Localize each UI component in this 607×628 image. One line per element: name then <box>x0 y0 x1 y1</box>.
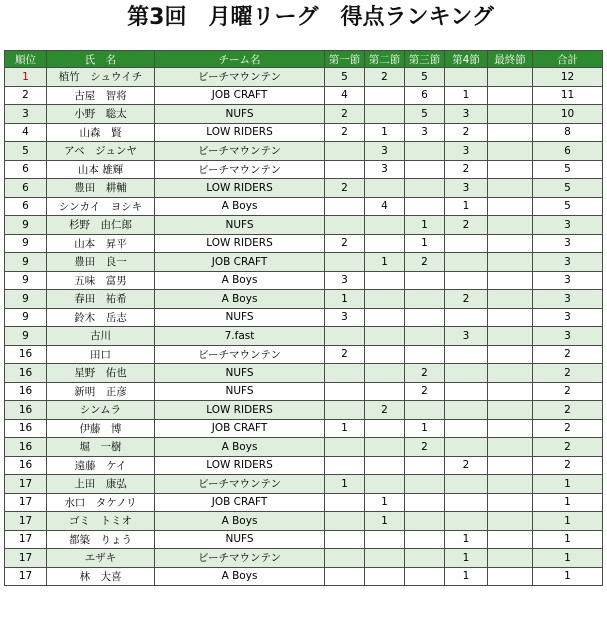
cell-section-2 <box>365 327 405 346</box>
cell-section-2 <box>365 308 405 327</box>
cell-section-4 <box>445 253 488 272</box>
cell-name: 五味 富男 <box>47 271 155 290</box>
cell-team: A Boys <box>155 271 325 290</box>
cell-section-1 <box>325 253 365 272</box>
cell-section-1: 3 <box>325 271 365 290</box>
cell-final-section <box>488 364 533 383</box>
cell-team: A Boys <box>155 197 325 216</box>
cell-name: 鈴木 岳志 <box>47 308 155 327</box>
cell-section-2 <box>365 105 405 124</box>
cell-section-4: 2 <box>445 456 488 475</box>
cell-total: 1 <box>533 549 603 568</box>
cell-final-section <box>488 142 533 161</box>
cell-rank: 2 <box>5 86 47 105</box>
table-row <box>5 567 603 586</box>
cell-total: 1 <box>533 475 603 494</box>
cell-section-4: 2 <box>445 123 488 142</box>
cell-team: LOW RIDERS <box>155 401 325 420</box>
table-row <box>5 364 603 383</box>
cell-total: 1 <box>533 512 603 531</box>
cell-final-section <box>488 567 533 586</box>
cell-section-1: 4 <box>325 86 365 105</box>
cell-final-section <box>488 438 533 457</box>
cell-section-4 <box>445 364 488 383</box>
cell-section-4 <box>445 493 488 512</box>
cell-section-2: 2 <box>365 401 405 420</box>
cell-section-2 <box>365 530 405 549</box>
cell-section-1: 2 <box>325 179 365 198</box>
cell-section-1: 2 <box>325 105 365 124</box>
cell-final-section <box>488 401 533 420</box>
cell-section-1 <box>325 216 365 235</box>
cell-rank: 9 <box>5 327 47 346</box>
cell-section-2 <box>365 179 405 198</box>
cell-team: ビーチマウンテン <box>155 160 325 179</box>
cell-name: 山本 雄輝 <box>47 160 155 179</box>
cell-team: LOW RIDERS <box>155 234 325 253</box>
cell-total: 3 <box>533 327 603 346</box>
cell-section-4: 3 <box>445 105 488 124</box>
table-row <box>5 253 603 272</box>
cell-section-2: 1 <box>365 493 405 512</box>
cell-rank: 6 <box>5 160 47 179</box>
table-row <box>5 530 603 549</box>
cell-section-4: 3 <box>445 179 488 198</box>
cell-section-2 <box>365 475 405 494</box>
cell-rank: 4 <box>5 123 47 142</box>
cell-final-section <box>488 86 533 105</box>
cell-section-2 <box>365 438 405 457</box>
cell-section-4: 1 <box>445 86 488 105</box>
table-row <box>5 382 603 401</box>
cell-section-2: 1 <box>365 253 405 272</box>
cell-section-4 <box>445 475 488 494</box>
cell-section-2 <box>365 86 405 105</box>
cell-team: LOW RIDERS <box>155 179 325 198</box>
cell-name: 都築 りょう <box>47 530 155 549</box>
cell-section-4: 2 <box>445 290 488 309</box>
header-section-1: 第一節 <box>325 51 365 68</box>
cell-final-section <box>488 179 533 198</box>
cell-section-3: 5 <box>405 68 445 87</box>
cell-total: 2 <box>533 438 603 457</box>
cell-section-4: 3 <box>445 327 488 346</box>
cell-final-section <box>488 105 533 124</box>
cell-rank: 17 <box>5 512 47 531</box>
cell-section-4 <box>445 382 488 401</box>
cell-team: A Boys <box>155 512 325 531</box>
cell-section-4: 3 <box>445 142 488 161</box>
cell-name: エザキ <box>47 549 155 568</box>
cell-name: 堀 一樹 <box>47 438 155 457</box>
table-row <box>5 475 603 494</box>
cell-team: NUFS <box>155 308 325 327</box>
header-team: チーム名 <box>155 51 325 68</box>
cell-rank: 5 <box>5 142 47 161</box>
ranking-rows <box>5 68 603 586</box>
cell-name: 植竹 シュウイチ <box>47 68 155 87</box>
cell-section-4: 2 <box>445 216 488 235</box>
cell-rank: 17 <box>5 567 47 586</box>
cell-section-2 <box>365 419 405 438</box>
cell-total: 3 <box>533 253 603 272</box>
cell-section-1: 2 <box>325 234 365 253</box>
cell-name: 伊藤 博 <box>47 419 155 438</box>
cell-rank: 17 <box>5 530 47 549</box>
cell-total: 2 <box>533 419 603 438</box>
cell-team: ビーチマウンテン <box>155 68 325 87</box>
cell-section-1: 2 <box>325 123 365 142</box>
table-row <box>5 327 603 346</box>
cell-section-4 <box>445 68 488 87</box>
cell-name: アベ ジュンヤ <box>47 142 155 161</box>
cell-total: 1 <box>533 530 603 549</box>
cell-team: ビーチマウンテン <box>155 345 325 364</box>
cell-name: 豊田 耕輔 <box>47 179 155 198</box>
cell-section-3 <box>405 160 445 179</box>
cell-section-2 <box>365 567 405 586</box>
table-row <box>5 179 603 198</box>
table-row <box>5 549 603 568</box>
cell-name: 古川 <box>47 327 155 346</box>
cell-name: 上田 康弘 <box>47 475 155 494</box>
cell-section-1 <box>325 456 365 475</box>
cell-final-section <box>488 512 533 531</box>
cell-total: 3 <box>533 216 603 235</box>
cell-rank: 9 <box>5 308 47 327</box>
cell-section-1 <box>325 382 365 401</box>
cell-section-3: 3 <box>405 123 445 142</box>
table-row <box>5 401 603 420</box>
cell-section-4 <box>445 234 488 253</box>
cell-team: JOB CRAFT <box>155 253 325 272</box>
cell-team: NUFS <box>155 364 325 383</box>
table-row <box>5 512 603 531</box>
header-row <box>5 51 603 68</box>
cell-section-3: 2 <box>405 438 445 457</box>
table-row <box>5 160 603 179</box>
cell-section-4: 1 <box>445 197 488 216</box>
cell-final-section <box>488 234 533 253</box>
cell-name: 新明 正彦 <box>47 382 155 401</box>
cell-final-section <box>488 382 533 401</box>
cell-final-section <box>488 253 533 272</box>
cell-rank: 9 <box>5 290 47 309</box>
cell-name: 水口 タケノリ <box>47 493 155 512</box>
cell-section-3 <box>405 142 445 161</box>
header-final-section: 最終節 <box>488 51 533 68</box>
cell-final-section <box>488 456 533 475</box>
cell-section-4 <box>445 345 488 364</box>
cell-total: 10 <box>533 105 603 124</box>
cell-section-1 <box>325 512 365 531</box>
cell-section-4 <box>445 401 488 420</box>
table-row <box>5 197 603 216</box>
cell-total: 2 <box>533 345 603 364</box>
cell-name: 山森 賢 <box>47 123 155 142</box>
cell-team: ビーチマウンテン <box>155 549 325 568</box>
cell-rank: 16 <box>5 456 47 475</box>
header-section-4: 第4節 <box>445 51 488 68</box>
cell-rank: 6 <box>5 197 47 216</box>
table-row <box>5 456 603 475</box>
cell-section-1 <box>325 364 365 383</box>
header-section-3: 第三節 <box>405 51 445 68</box>
cell-total: 1 <box>533 567 603 586</box>
table-row <box>5 68 603 87</box>
cell-team: LOW RIDERS <box>155 456 325 475</box>
cell-final-section <box>488 493 533 512</box>
cell-section-2 <box>365 234 405 253</box>
table-row <box>5 345 603 364</box>
cell-total: 5 <box>533 160 603 179</box>
cell-team: A Boys <box>155 290 325 309</box>
cell-section-4 <box>445 512 488 531</box>
cell-team: 7.fast <box>155 327 325 346</box>
cell-team: JOB CRAFT <box>155 419 325 438</box>
cell-section-3: 1 <box>405 216 445 235</box>
cell-total: 2 <box>533 382 603 401</box>
cell-section-3 <box>405 290 445 309</box>
cell-total: 2 <box>533 364 603 383</box>
table-row <box>5 438 603 457</box>
cell-total: 3 <box>533 271 603 290</box>
cell-total: 11 <box>533 86 603 105</box>
cell-section-3 <box>405 512 445 531</box>
cell-name: ゴミ トミオ <box>47 512 155 531</box>
cell-total: 5 <box>533 179 603 198</box>
cell-section-2 <box>365 382 405 401</box>
cell-team: A Boys <box>155 567 325 586</box>
cell-name: 林 大喜 <box>47 567 155 586</box>
cell-total: 12 <box>533 68 603 87</box>
cell-section-3 <box>405 401 445 420</box>
cell-section-2: 3 <box>365 160 405 179</box>
cell-section-4 <box>445 308 488 327</box>
cell-section-3 <box>405 345 445 364</box>
cell-total: 8 <box>533 123 603 142</box>
cell-name: 山本 昇平 <box>47 234 155 253</box>
table-row <box>5 271 603 290</box>
cell-team: JOB CRAFT <box>155 493 325 512</box>
cell-team: NUFS <box>155 382 325 401</box>
cell-rank: 16 <box>5 382 47 401</box>
cell-section-2: 1 <box>365 123 405 142</box>
cell-section-4: 1 <box>445 567 488 586</box>
table-row <box>5 234 603 253</box>
cell-total: 6 <box>533 142 603 161</box>
cell-section-4 <box>445 438 488 457</box>
cell-team: NUFS <box>155 216 325 235</box>
cell-section-4 <box>445 271 488 290</box>
cell-team: ビーチマウンテン <box>155 475 325 494</box>
cell-section-3 <box>405 530 445 549</box>
cell-final-section <box>488 475 533 494</box>
cell-rank: 17 <box>5 475 47 494</box>
cell-section-3 <box>405 197 445 216</box>
cell-rank: 1 <box>5 68 47 87</box>
cell-section-1 <box>325 197 365 216</box>
table-row <box>5 419 603 438</box>
cell-final-section <box>488 271 533 290</box>
cell-rank: 17 <box>5 549 47 568</box>
cell-section-4: 2 <box>445 160 488 179</box>
cell-section-2 <box>365 345 405 364</box>
cell-section-1 <box>325 438 365 457</box>
cell-section-1: 1 <box>325 419 365 438</box>
cell-section-3: 2 <box>405 382 445 401</box>
table-row <box>5 123 603 142</box>
cell-final-section <box>488 68 533 87</box>
header-total: 合計 <box>533 51 603 68</box>
cell-section-3: 6 <box>405 86 445 105</box>
cell-section-1 <box>325 142 365 161</box>
cell-total: 2 <box>533 401 603 420</box>
cell-final-section <box>488 160 533 179</box>
ranking-table <box>4 50 603 586</box>
cell-section-3 <box>405 493 445 512</box>
cell-name: 星野 佑也 <box>47 364 155 383</box>
cell-final-section <box>488 308 533 327</box>
cell-section-1 <box>325 493 365 512</box>
cell-section-1 <box>325 327 365 346</box>
cell-section-1 <box>325 401 365 420</box>
cell-team: A Boys <box>155 438 325 457</box>
cell-section-3: 1 <box>405 234 445 253</box>
table-row <box>5 86 603 105</box>
cell-final-section <box>488 530 533 549</box>
cell-rank: 9 <box>5 271 47 290</box>
cell-team: NUFS <box>155 530 325 549</box>
cell-section-3: 5 <box>405 105 445 124</box>
cell-section-3 <box>405 567 445 586</box>
cell-section-2: 2 <box>365 68 405 87</box>
cell-section-1 <box>325 160 365 179</box>
cell-rank: 9 <box>5 216 47 235</box>
cell-name: 春田 祐希 <box>47 290 155 309</box>
cell-section-2 <box>365 271 405 290</box>
cell-section-4 <box>445 419 488 438</box>
cell-rank: 16 <box>5 364 47 383</box>
table-row <box>5 308 603 327</box>
cell-final-section <box>488 123 533 142</box>
cell-section-3 <box>405 549 445 568</box>
cell-rank: 16 <box>5 401 47 420</box>
cell-section-2 <box>365 290 405 309</box>
cell-section-2: 1 <box>365 512 405 531</box>
cell-final-section <box>488 549 533 568</box>
cell-team: JOB CRAFT <box>155 86 325 105</box>
cell-rank: 16 <box>5 438 47 457</box>
table-row <box>5 493 603 512</box>
cell-section-3 <box>405 179 445 198</box>
cell-section-1: 1 <box>325 475 365 494</box>
cell-total: 2 <box>533 456 603 475</box>
cell-name: 古屋 智将 <box>47 86 155 105</box>
cell-total: 3 <box>533 234 603 253</box>
cell-name: 杉野 由仁郎 <box>47 216 155 235</box>
cell-section-1: 1 <box>325 290 365 309</box>
cell-name: シンカイ ヨシキ <box>47 197 155 216</box>
page-title: 第3回 月曜リーグ 得点ランキング <box>127 5 494 30</box>
cell-total: 3 <box>533 290 603 309</box>
header-name: 氏 名 <box>47 51 155 68</box>
cell-section-1: 3 <box>325 308 365 327</box>
cell-name: 遠藤 ケイ <box>47 456 155 475</box>
cell-section-2 <box>365 549 405 568</box>
cell-section-3: 1 <box>405 419 445 438</box>
cell-final-section <box>488 345 533 364</box>
header-section-2: 第二節 <box>365 51 405 68</box>
cell-rank: 3 <box>5 105 47 124</box>
cell-section-3 <box>405 327 445 346</box>
cell-rank: 9 <box>5 253 47 272</box>
cell-name: 小野 聡太 <box>47 105 155 124</box>
cell-total: 5 <box>533 197 603 216</box>
table-row <box>5 290 603 309</box>
cell-section-3: 2 <box>405 253 445 272</box>
cell-rank: 16 <box>5 419 47 438</box>
cell-section-2: 4 <box>365 197 405 216</box>
cell-name: シンムラ <box>47 401 155 420</box>
cell-section-1 <box>325 567 365 586</box>
cell-section-1: 2 <box>325 345 365 364</box>
cell-section-3 <box>405 308 445 327</box>
cell-team: ビーチマウンテン <box>155 142 325 161</box>
cell-section-3 <box>405 475 445 494</box>
cell-final-section <box>488 419 533 438</box>
cell-rank: 17 <box>5 493 47 512</box>
cell-rank: 16 <box>5 345 47 364</box>
cell-section-1: 5 <box>325 68 365 87</box>
cell-section-1 <box>325 549 365 568</box>
header-rank: 順位 <box>5 51 47 68</box>
cell-section-4: 1 <box>445 530 488 549</box>
cell-name: 田口 <box>47 345 155 364</box>
cell-section-3 <box>405 271 445 290</box>
table-row <box>5 142 603 161</box>
table-row <box>5 216 603 235</box>
cell-final-section <box>488 197 533 216</box>
cell-section-1 <box>325 530 365 549</box>
cell-final-section <box>488 327 533 346</box>
cell-final-section <box>488 216 533 235</box>
cell-name: 豊田 良一 <box>47 253 155 272</box>
cell-section-3 <box>405 456 445 475</box>
cell-total: 3 <box>533 308 603 327</box>
cell-section-2 <box>365 456 405 475</box>
cell-section-4: 1 <box>445 549 488 568</box>
cell-section-2 <box>365 364 405 383</box>
cell-final-section <box>488 290 533 309</box>
table-row <box>5 105 603 124</box>
cell-section-2: 3 <box>365 142 405 161</box>
cell-rank: 9 <box>5 234 47 253</box>
cell-section-2 <box>365 216 405 235</box>
cell-section-3: 2 <box>405 364 445 383</box>
cell-total: 1 <box>533 493 603 512</box>
cell-rank: 6 <box>5 179 47 198</box>
cell-team: NUFS <box>155 105 325 124</box>
cell-team: LOW RIDERS <box>155 123 325 142</box>
